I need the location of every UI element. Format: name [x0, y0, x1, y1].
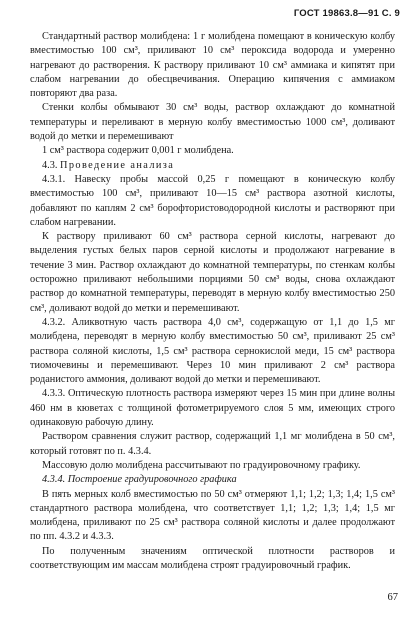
paragraph-calibration-graph: По полученным значениям оптической плотности растворов и соответствующим им массам молибдена строят градуировочный график. — [30, 545, 395, 571]
page-number: 67 — [387, 592, 398, 603]
document-body — [30, 30, 395, 573]
page-header: ГОСТ 19863.8—91 С. 9 — [293, 8, 400, 19]
paragraph-4-3-3: 4.3.3. Оптическую плотность раствора измеряют через 15 мин при длине волны 460 нм в кюветах с толщиной фотометрируемого слоя 5 мм, имеющих строго одинаковую рабочую длину. — [30, 388, 395, 429]
section-title: Проведение анализа — [60, 159, 175, 171]
paragraph-concentration: 1 см³ раствора содержит 0,001 г молибдена. — [42, 145, 234, 157]
section-heading-4-3 — [30, 159, 395, 173]
paragraph-4-3-2: 4.3.2. Аликвотную часть раствора 4,0 см³, содержащую от 1,1 до 1,5 мг молибдена, переводят в мерную колбу вместимостью 50 см³, приливают 25 см³ раствора соляной кислоты, 1,5 см³ раствора сернокислой меди, 15 см³ раствора тиомочевины и перемешивают. Через 10 мин приливают 2 см³ раствора роданистого аммония, доливают водой до метки и перемешивают. — [30, 316, 395, 386]
paragraph-standard-solution: Стандартный раствор молибдена: 1 г молибдена помещают в коническую колбу вместимостью 100 см³, приливают 10 см³ пероксида водорода и умеренно нагревают до растворения. К раствору приливают 10 см³ аммиака и кипятят при слабом нагревании до обесцвечивания. Операцию кипячения с аммиаком повторяют два раза. — [30, 31, 395, 100]
paragraph-sulfuric-acid: К раствору приливают 60 см³ раствора серной кислоты, нагревают до выделения густых белых паров серной кислоты и продолжают нагревание в течение 3 мин. Раствор охлаждают до комнатной температуры, по стенкам колбы осторожно приливают небольшими порциями 50 см³ воды, снова охлаждают раствор до комнатной температуры, переводят в мерную колбу вместимостью 250 см³, доливают водой до метки и перемешивают. — [30, 231, 395, 314]
paragraph-mass-fraction: Массовую долю молибдена рассчитывают по градуировочному графику. — [42, 459, 361, 471]
section-heading-4-3-4: 4.3.4. Построение градуировочного графика — [42, 474, 237, 486]
section-number: 4.3. — [42, 159, 58, 171]
paragraph-4-3-1: 4.3.1. Навеску пробы массой 0,25 г помещают в коническую колбу вместимостью 100 см³, приливают 10—15 см³ раствора азотной кислоты, добавляют по каплям 2 см³ борофтористоводородной кислоты и растворяют при слабом нагревании. — [30, 173, 395, 228]
paragraph-flask-wash: Стенки колбы обмывают 30 см³ воды, раствор охлаждают до комнатной температуры и переливают в мерную колбу вместимостью 1000 см³, доливают водой до метки и перемешивают — [30, 102, 395, 143]
paragraph-reference-solution: Раствором сравнения служит раствор, содержащий 1,1 мг молибдена в 50 см³, который готовят по п. 4.3.4. — [30, 431, 395, 457]
paragraph-calibration-flasks: В пять мерных колб вместимостью по 50 см³ отмеряют 1,1; 1,2; 1,3; 1,4; 1,5 см³ стандартного раствора молибдена, что соответствует 1,1; 1,2; 1,3; 1,4; 1,5 мг молибдена, приливают по 25 см³ раствора соляной кислоты и далее продолжают по пп. 4.3.2 и 4.3.3. — [30, 488, 395, 543]
